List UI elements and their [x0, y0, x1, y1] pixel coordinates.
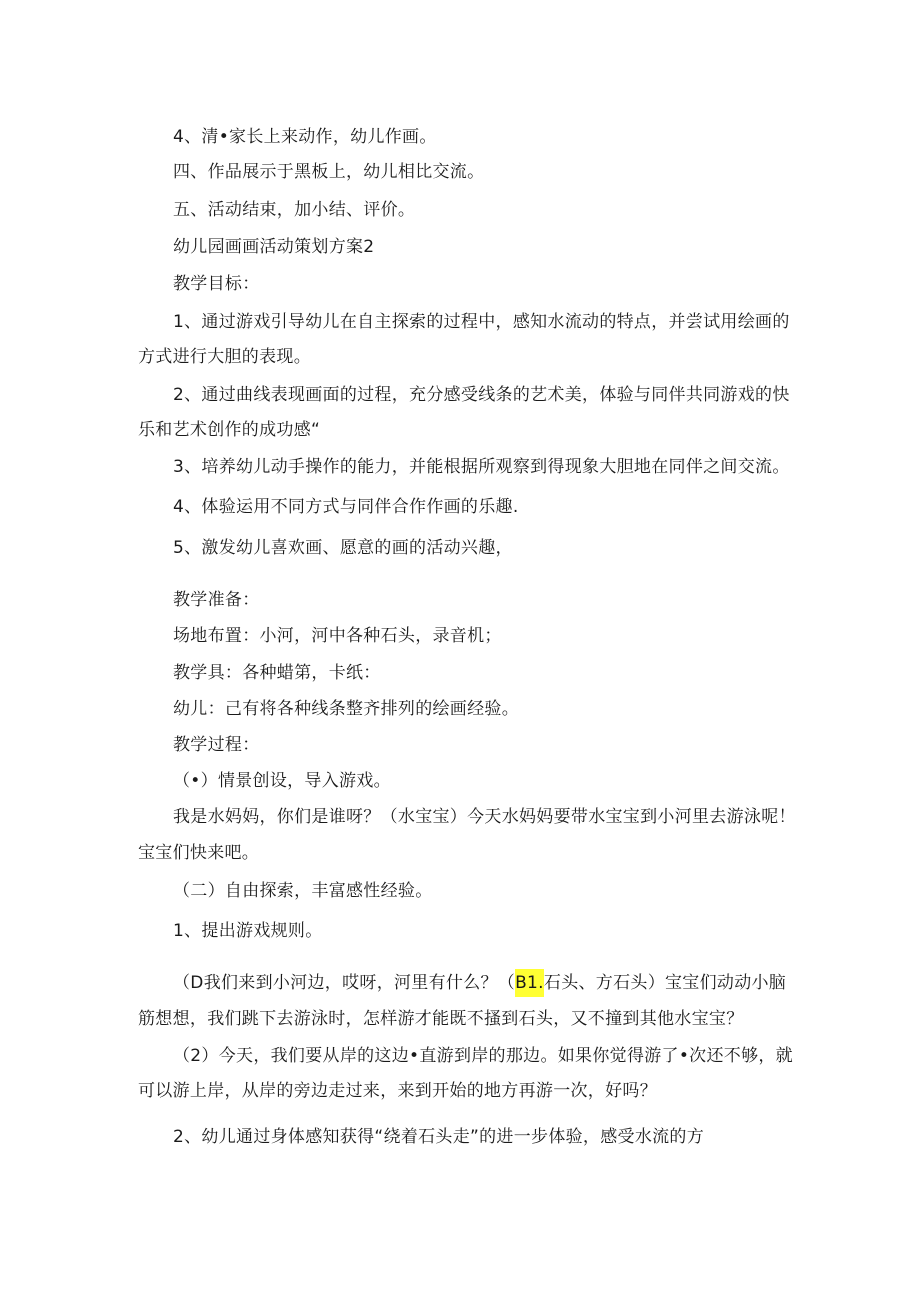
- goal-2-line-2: 乐和艺术创作的成功感“: [138, 420, 321, 440]
- rule-1-text-b: 石头、方石头）宝宝们动动小脑: [543, 973, 787, 993]
- step-2-line-1: 2、幼儿通过身体感知获得“绕着石头走”的进一步体验，感受水流的方: [173, 1127, 705, 1147]
- game-rules: 1、提出游戏规则。: [173, 921, 323, 941]
- paragraph-step-4: 4、清•家长上来动作，幼儿作画。: [173, 127, 437, 147]
- rule-2-line-1: （2）今天，我们要从岸的这边•直游到岸的那边。如果你觉得游了•次还不够，就: [173, 1046, 793, 1066]
- prep-materials: 教学具：各种蜡第，卡纸：: [173, 663, 381, 683]
- heading-teaching-goals: 教学目标：: [173, 274, 260, 294]
- heading-teaching-preparation: 教学准备：: [173, 590, 260, 610]
- process-part-2: （二）自由探索，丰富感性经验。: [173, 881, 433, 901]
- goal-1-line-1: 1、通过游戏引导幼儿在自主探索的过程中，感知水流动的特点，并尝试用绘画的: [173, 312, 790, 332]
- goal-3: 3、培养幼儿动手操作的能力，并能根据所观察到得现象大胆地在同伴之间交流。: [173, 457, 790, 477]
- rule-2-line-2: 可以游上岸，从岸的旁边走过来，来到开始的地方再游一次，好吗？: [138, 1081, 657, 1101]
- goal-1-line-2: 方式进行大胆的表现。: [138, 347, 311, 367]
- dialogue-line-2: 宝宝们快来吧。: [138, 843, 260, 863]
- highlighted-text: B1.: [515, 969, 544, 997]
- heading-teaching-process: 教学过程：: [173, 735, 260, 755]
- process-part-1: （•）情景创设，导入游戏。: [173, 771, 391, 791]
- goal-5: 5、激发幼儿喜欢画、愿意的画的活动兴趣，: [173, 538, 513, 558]
- rule-1-line-2: 筋想想，我们跳下去游泳时，怎样游才能既不搔到石头，又不撞到其他水宝宝？: [138, 1009, 744, 1029]
- prep-venue: 场地布置：小河，河中各种石头，录音机；: [173, 626, 502, 646]
- paragraph-section-4: 四、作品展示于黑板上，幼儿相比交流。: [173, 162, 485, 182]
- rule-1-line-1: [173, 972, 786, 994]
- paragraph-section-5: 五、活动结束，加小结、评价。: [173, 200, 416, 220]
- goal-2-line-1: 2、通过曲线表现画面的过程，充分感受线条的艺术美，体验与同伴共同游戏的快: [173, 385, 790, 405]
- dialogue-line-1: 我是水妈妈，你们是谁呀？（水宝宝）今天水妈妈要带水宝宝到小河里去游泳呢！: [173, 807, 796, 827]
- section-title: 幼儿园画画活动策划方案2: [173, 237, 375, 257]
- goal-4: 4、体验运用不同方式与同伴合作作画的乐趣.: [173, 497, 519, 517]
- prep-children: 幼儿：己有将各种线条整齐排列的绘画经验。: [173, 699, 519, 719]
- rule-1-text-a: （D我们来到小河边，哎呀，河里有什么？（: [173, 973, 516, 993]
